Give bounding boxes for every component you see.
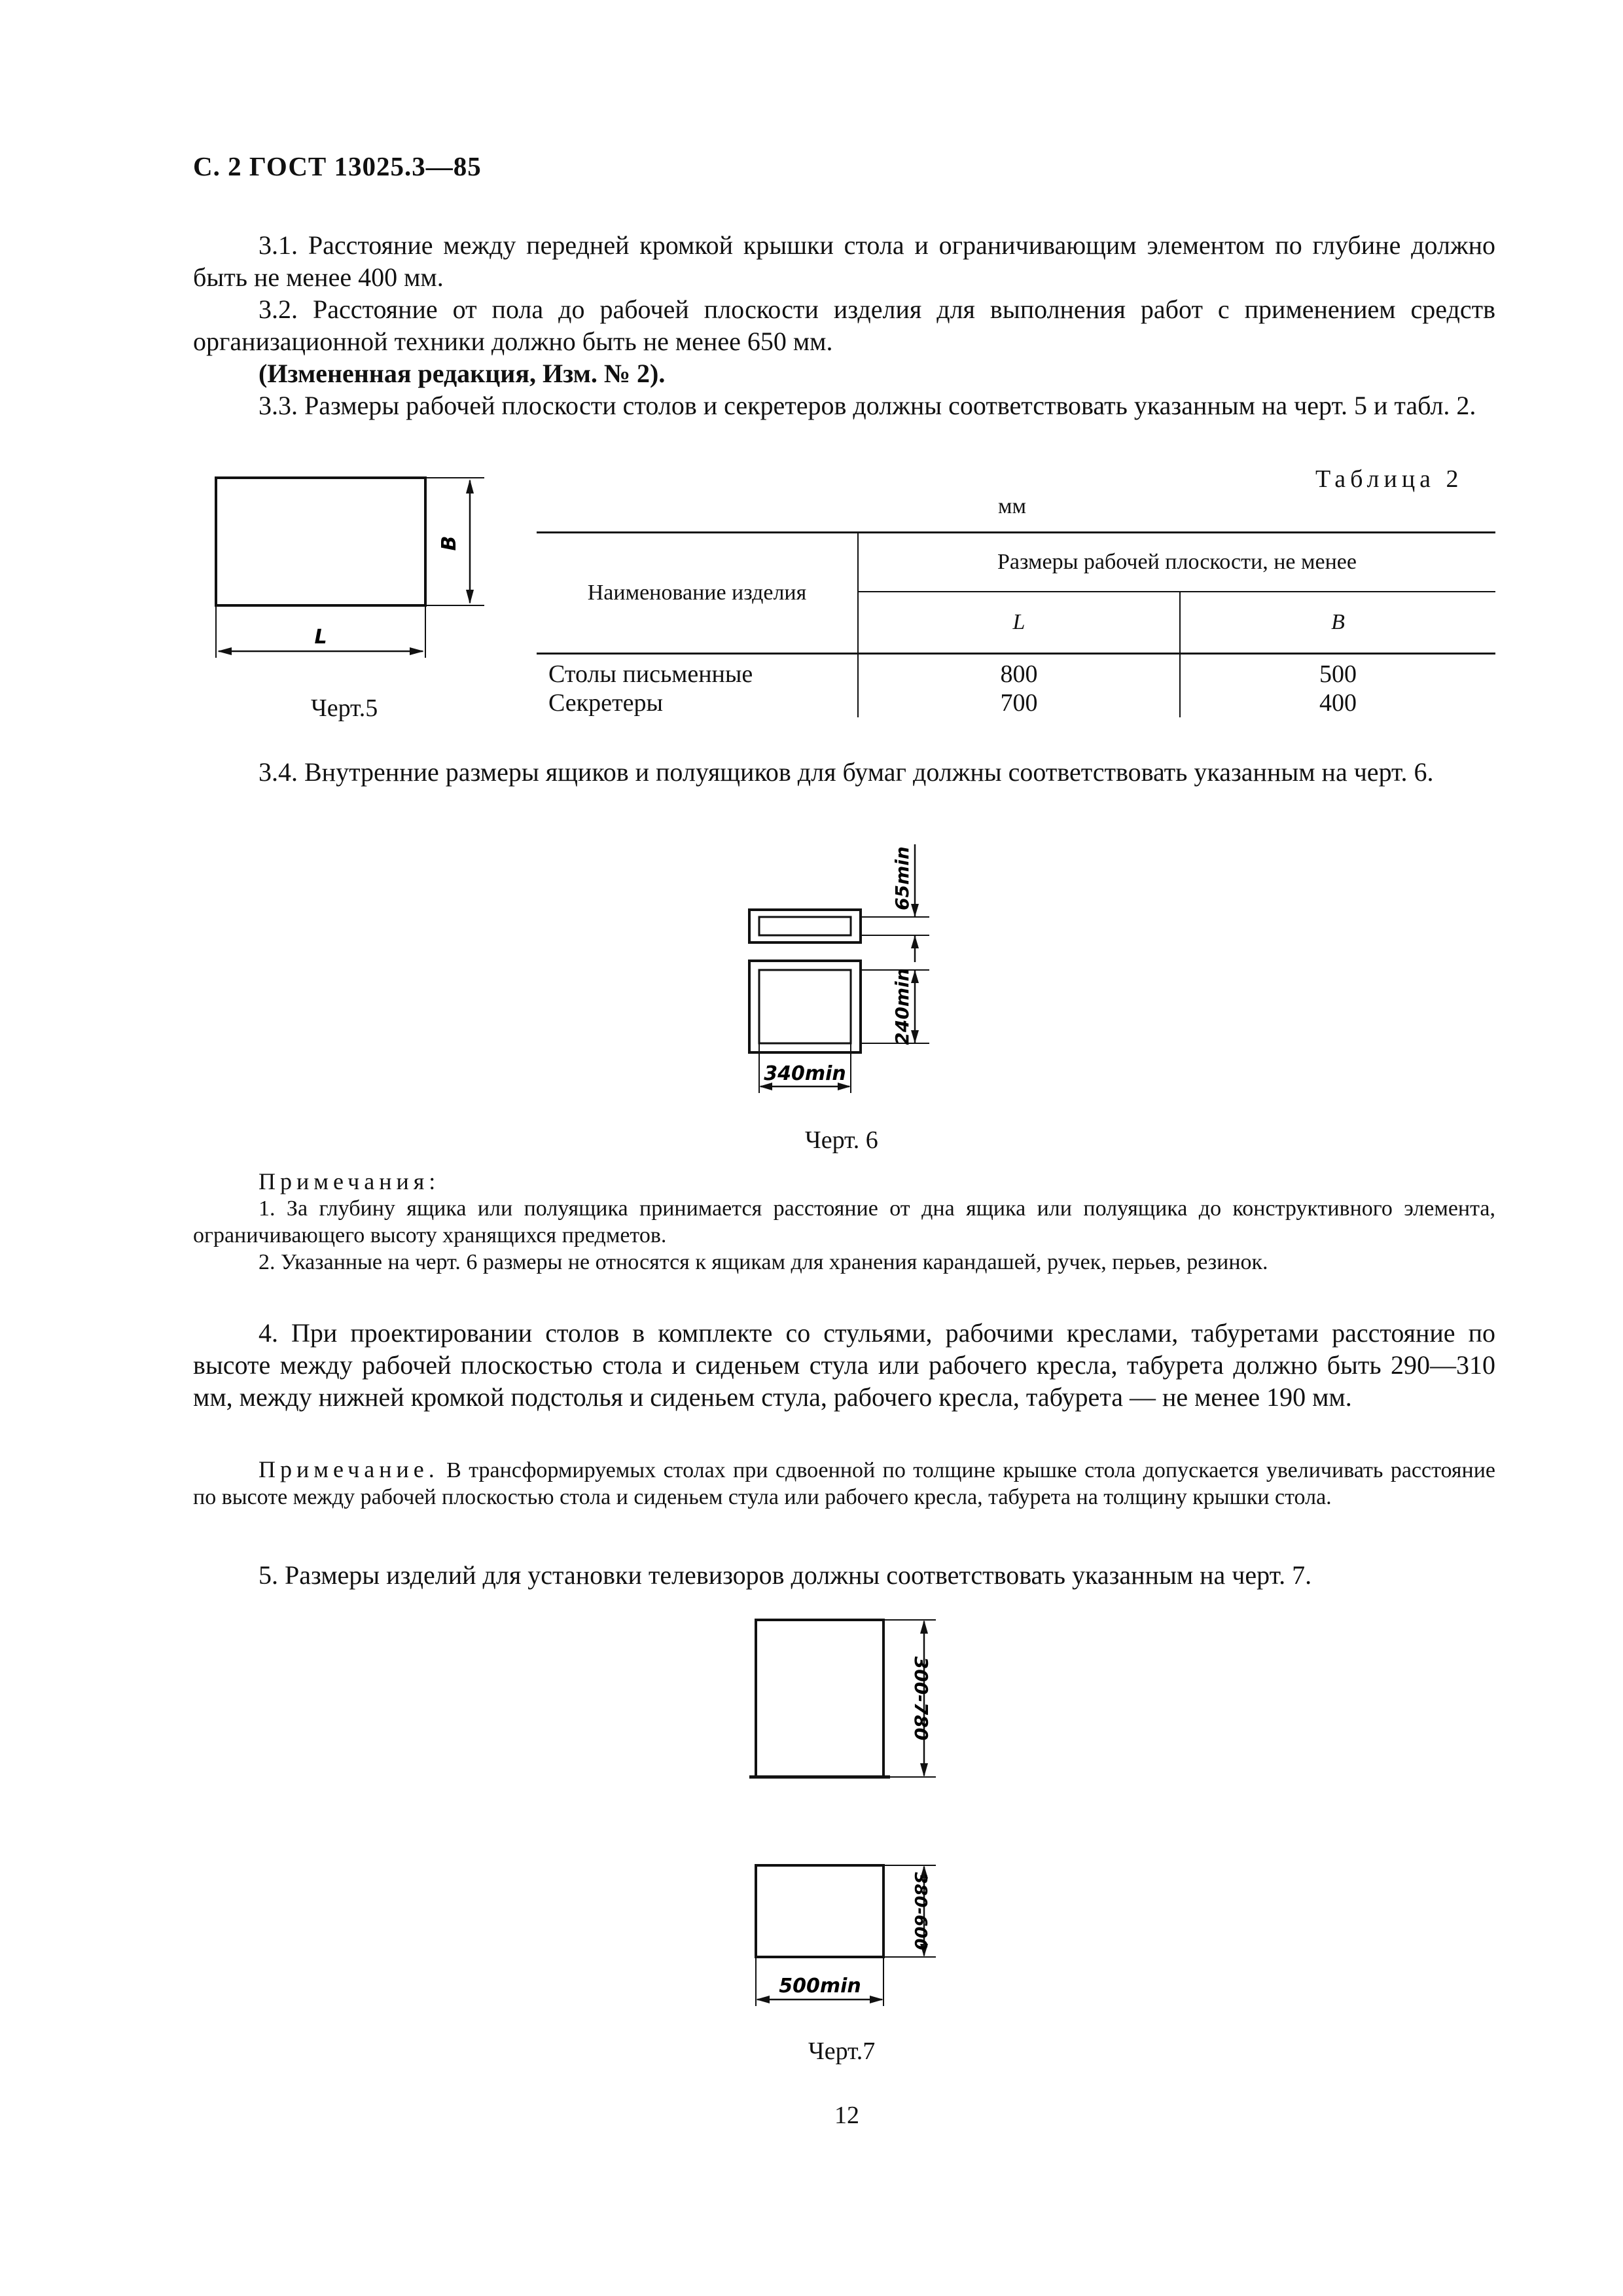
body-text-top [193,229,1495,422]
drawing-6 [733,831,949,1119]
half-drawer-rect [749,910,861,942]
cell-name: Секретеры [537,689,858,717]
dim-240min: 240min [891,968,913,1045]
dim-300-780: 300-780 [910,1656,932,1741]
dim-380-600: 380-600 [910,1872,930,1950]
table-row [537,654,1495,689]
table-row [537,689,1495,717]
paragraph-3-1: 3.1. Расстояние между передней кромкой крышки стола и ограничивающим элементом по глубине должно быть не менее 400 мм. [193,230,1495,292]
single-note-block [193,1456,1495,1511]
worktop-rect [216,478,425,605]
th-b: B [1180,592,1495,654]
table-unit: мм [998,494,1027,518]
paragraph-3-2: 3.2. Расстояние от пола до рабочей плоскости изделия для выполнения работ с применением средств организационной техники должно быть не менее 650 мм. [193,295,1495,356]
drawing-7 [733,1610,969,2016]
table-2 [537,531,1495,717]
paragraph-5: 5. Размеры изделий для установки телевизоров должны соответствовать указанным на черт. 7. [259,1560,1312,1590]
dim-label-b: B [438,535,461,551]
cell-l: 800 [858,654,1180,689]
body-text-5 [193,1559,1495,1591]
th-name: Наименование изделия [537,533,858,654]
tv-stand-tall-rect [756,1620,883,1777]
paragraph-3-4: 3.4. Внутренние размеры ящиков и полуящиков для бумаг должны соответствовать указанным на черт. 6. [259,757,1434,787]
table-title: Таблица 2 [1315,465,1463,493]
cell-b: 400 [1319,689,1357,717]
page-header: С. 2 ГОСТ 13025.3—85 [193,151,482,181]
th-l: L [858,592,1180,654]
cell-b: 500 [1319,660,1357,688]
paragraph-3-3: 3.3. Размеры рабочей плоскости столов и секретеров должны соответствовать указанным на черт. 5 и табл. 2. [259,391,1476,420]
cell-name: Столы письменные [537,654,858,689]
paragraph-4: 4. При проектировании столов в комплекте со стульями, рабочими креслами, табуретами расстояние по высоте между рабочей плоскостью стола и сиденьем стула или рабочего кресла, табурета должно быть 290—310 мм, между нижней кромкой подстолья и сиденьем стула, рабочего кресла, табурета — не менее 190 мм. [193,1318,1495,1412]
single-note-heading: Примечание. [259,1456,439,1482]
dim-340min: 340min [764,1062,846,1085]
dim-65min: 65min [891,846,913,910]
caption-drawing-6: Черт. 6 [805,1126,878,1154]
caption-drawing-7: Черт.7 [808,2037,876,2065]
note-2: 2. Указанные на черт. 6 размеры не относятся к ящикам для хранения карандашей, ручек, перьев, резинок. [259,1250,1268,1274]
tv-stand-short-rect [756,1865,883,1957]
page-number: 12 [834,2102,859,2129]
drawing-5 [203,471,504,668]
caption-drawing-5: Черт.5 [311,694,378,722]
cell-l: 700 [858,689,1180,717]
single-note-text: В трансформируемых столах при сдвоенной по толщине крышке стола допускается увеличивать расстояние по высоте между рабочей плоскостью стола и сиденьем стула или рабочего кресла, табурета на толщину крышки стола. [193,1458,1495,1509]
notes-block [193,1168,1495,1276]
dim-500min: 500min [779,1975,861,1998]
body-text-3-4 [193,756,1495,788]
note-1: 1. За глубину ящика или полуящика принимается расстояние от дна ящика или полуящика до конструктивного элемента, ограничивающего высоту хранящихся предметов. [193,1196,1495,1247]
drawer-rect [749,961,861,1052]
th-group: Размеры рабочей плоскости, не менее [858,533,1495,592]
dim-label-l: L [314,626,327,649]
body-text-4 [193,1317,1495,1413]
amendment-note: (Измененная редакция, Изм. № 2). [259,359,666,388]
notes-heading: Примечания: [259,1168,440,1194]
